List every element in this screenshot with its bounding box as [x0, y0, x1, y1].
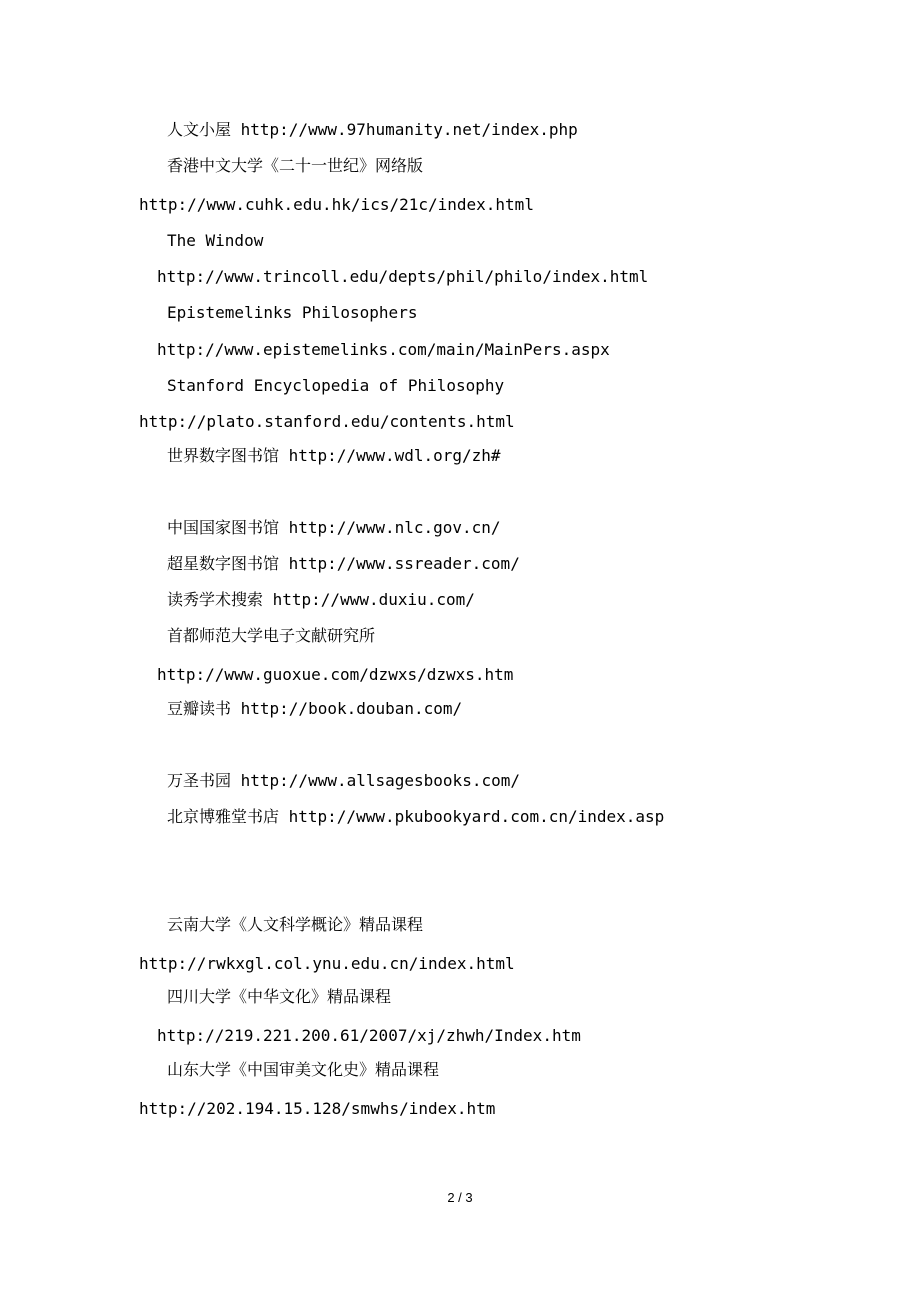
link-entry-wdl: 世界数字图书馆 http://www.wdl.org/zh#: [167, 446, 501, 465]
link-entry-pkubookyard: 北京博雅堂书店 http://www.pkubookyard.com.cn/index.asp: [167, 807, 665, 826]
page-number: 2 / 3: [447, 1190, 473, 1205]
url-sdu: http://202.194.15.128/smwhs/index.htm: [139, 1099, 496, 1118]
url-trincoll: http://www.trincoll.edu/depts/phil/philo/index.html: [157, 267, 649, 286]
entry-title-cnu: 首都师范大学电子文献研究所: [167, 626, 376, 645]
url-stanford: http://plato.stanford.edu/contents.html: [139, 412, 515, 431]
entry-title-window: The Window: [167, 231, 264, 250]
url-guoxue: http://www.guoxue.com/dzwxs/dzwxs.htm: [157, 665, 514, 684]
url-epistemelinks: http://www.epistemelinks.com/main/MainPers.aspx: [157, 340, 610, 359]
link-entry-nlc: 中国国家图书馆 http://www.nlc.gov.cn/: [167, 518, 501, 537]
link-entry-renwen: 人文小屋 http://www.97humanity.net/index.php: [167, 120, 578, 139]
entry-title-epistemelinks: Epistemelinks Philosophers: [167, 303, 418, 322]
entry-title-sdu: 山东大学《中国审美文化史》精品课程: [167, 1060, 440, 1079]
url-ynu: http://rwkxgl.col.ynu.edu.cn/index.html: [139, 954, 515, 973]
url-cuhk: http://www.cuhk.edu.hk/ics/21c/index.html: [139, 195, 534, 214]
entry-title-ynu: 云南大学《人文科学概论》精品课程: [167, 915, 424, 934]
link-entry-douban: 豆瓣读书 http://book.douban.com/: [167, 699, 463, 718]
link-entry-duxiu: 读秀学术搜索 http://www.duxiu.com/: [167, 590, 475, 609]
entry-title-stanford: Stanford Encyclopedia of Philosophy: [167, 376, 505, 395]
url-scu: http://219.221.200.61/2007/xj/zhwh/Index.htm: [157, 1026, 581, 1045]
link-entry-allsages: 万圣书园 http://www.allsagesbooks.com/: [167, 771, 520, 790]
link-entry-ssreader: 超星数字图书馆 http://www.ssreader.com/: [167, 554, 520, 573]
entry-title-scu: 四川大学《中华文化》精品课程: [167, 987, 392, 1006]
entry-title-cuhk: 香港中文大学《二十一世纪》网络版: [167, 156, 424, 175]
